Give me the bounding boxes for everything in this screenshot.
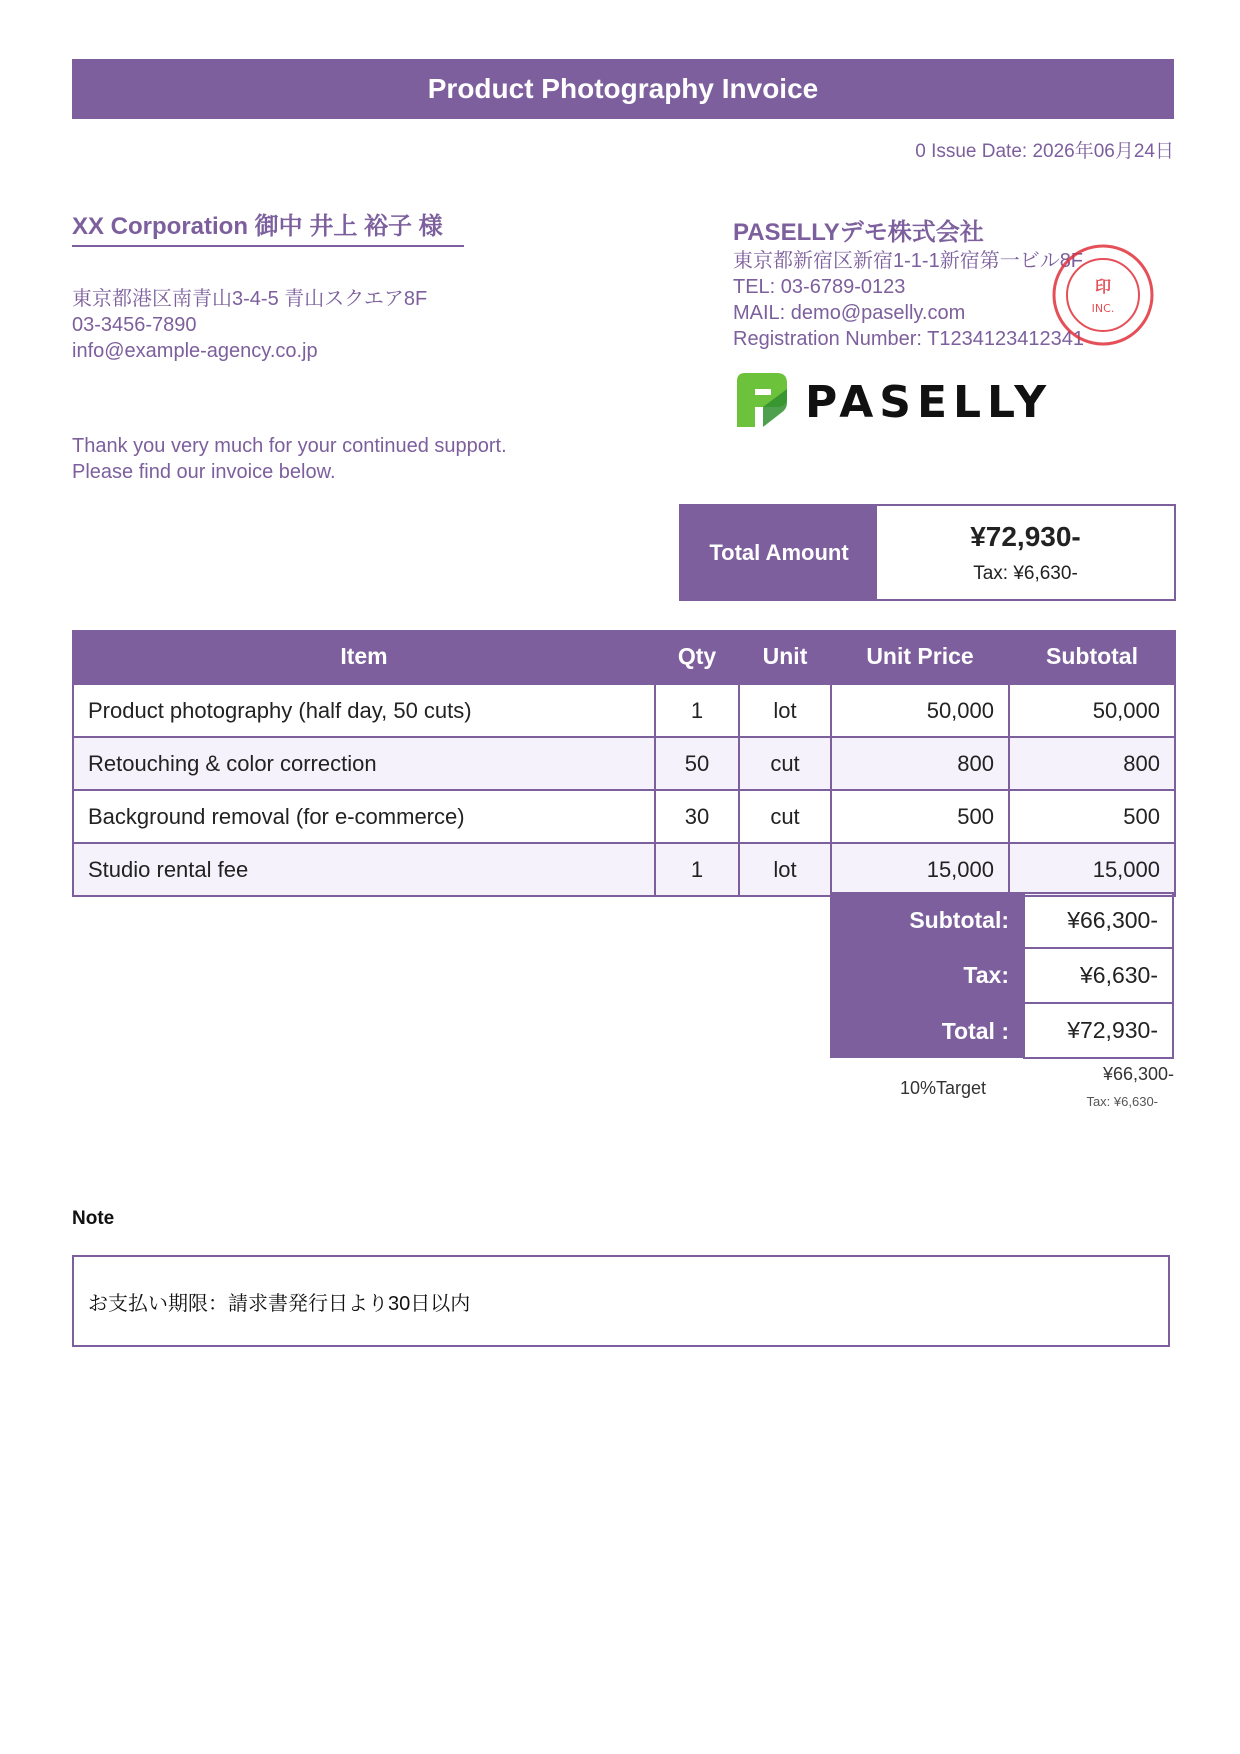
- greeting: [72, 433, 507, 485]
- cell-unit: cut: [739, 790, 831, 843]
- summary-total-row: [830, 1003, 1173, 1058]
- cell-qty: 30: [655, 790, 739, 843]
- table-row: [73, 737, 1175, 790]
- cell-item: Retouching & color correction: [73, 737, 655, 790]
- total-amount-box: [679, 504, 1176, 601]
- cell-subtotal: 50,000: [1009, 684, 1175, 737]
- note-box: [72, 1255, 1170, 1347]
- company-info: [733, 248, 1084, 352]
- table-header-row: [73, 630, 1175, 684]
- note-content: お支払い期限：請求書発行日より30日以内: [88, 1292, 471, 1315]
- company-registration: Registration Number: T1234123412341: [733, 328, 1084, 350]
- cell-unit: lot: [739, 684, 831, 737]
- client-email: info@example-agency.co.jp: [72, 340, 318, 362]
- summary-tax-label: Tax:: [830, 948, 1024, 1003]
- company-address: 東京都新宿区新宿1-1-1新宿第一ビル8F: [733, 250, 1084, 272]
- cell-subtotal: 15,000: [1009, 843, 1175, 896]
- tax-target-tax: Tax: ¥6,630-: [1086, 1094, 1158, 1109]
- header-unit-price: Unit Price: [831, 630, 1009, 684]
- client-phone: 03-3456-7890: [72, 314, 197, 336]
- cell-item: Studio rental fee: [73, 843, 655, 896]
- summary-subtotal-row: [830, 893, 1173, 948]
- greeting-line-2: Please find our invoice below.: [72, 461, 336, 483]
- summary-table: [830, 892, 1174, 1059]
- cell-qty: 1: [655, 684, 739, 737]
- cell-qty: 1: [655, 843, 739, 896]
- cell-unit: lot: [739, 843, 831, 896]
- cell-subtotal: 500: [1009, 790, 1175, 843]
- header-subtotal: Subtotal: [1009, 630, 1175, 684]
- summary-tax-value: ¥6,630-: [1024, 948, 1173, 1003]
- client-name: XX Corporation 御中 井上 裕子 様: [72, 212, 464, 247]
- issue-date: 0 Issue Date: 2026年06月24日: [915, 141, 1174, 162]
- company-logo: [733, 369, 1063, 431]
- header-qty: Qty: [655, 630, 739, 684]
- cell-item: Product photography (half day, 50 cuts): [73, 684, 655, 737]
- company-name: PASELLYデモ株式会社: [733, 219, 984, 246]
- client-info: [72, 286, 427, 364]
- summary-tax-row: [830, 948, 1173, 1003]
- summary-subtotal-label: Subtotal:: [830, 893, 1024, 948]
- greeting-line-1: Thank you very much for your continued support.: [72, 435, 507, 457]
- table-row: [73, 684, 1175, 737]
- header-unit: Unit: [739, 630, 831, 684]
- line-items-table: [72, 630, 1176, 897]
- svg-text:印: 印: [1094, 277, 1112, 296]
- svg-text:INC.: INC.: [1091, 302, 1115, 315]
- company-tel: TEL: 03-6789-0123: [733, 276, 906, 298]
- cell-item: Background removal (for e-commerce): [73, 790, 655, 843]
- cell-unit-price: 50,000: [831, 684, 1009, 737]
- cell-subtotal: 800: [1009, 737, 1175, 790]
- cell-unit-price: 15,000: [831, 843, 1009, 896]
- cell-unit-price: 800: [831, 737, 1009, 790]
- total-amount-values: [877, 506, 1174, 599]
- total-amount-value: ¥72,930-: [970, 520, 1081, 552]
- invoice-title: Product Photography Invoice: [72, 59, 1174, 119]
- client-address: 東京都港区南青山3-4-5 青山スクエア8F: [72, 288, 428, 310]
- logo-wordmark: PASELLY: [805, 377, 1053, 428]
- summary-total-label: Total :: [830, 1003, 1024, 1058]
- total-amount-tax: Tax: ¥6,630-: [973, 562, 1078, 584]
- summary-total-value: ¥72,930-: [1024, 1003, 1173, 1058]
- total-amount-label: Total Amount: [681, 506, 877, 599]
- table-row: [73, 843, 1175, 896]
- header-item: Item: [73, 630, 655, 684]
- cell-unit: cut: [739, 737, 831, 790]
- note-label: Note: [72, 1208, 115, 1229]
- cell-qty: 50: [655, 737, 739, 790]
- summary-subtotal-value: ¥66,300-: [1024, 893, 1173, 948]
- tax-target-amount: ¥66,300-: [1102, 1064, 1174, 1084]
- tax-target-label: 10%Target: [900, 1078, 987, 1098]
- cell-unit-price: 500: [831, 790, 1009, 843]
- company-mail: MAIL: demo@paselly.com: [733, 302, 966, 324]
- company-seal-stamp: [1050, 242, 1156, 348]
- table-row: [73, 790, 1175, 843]
